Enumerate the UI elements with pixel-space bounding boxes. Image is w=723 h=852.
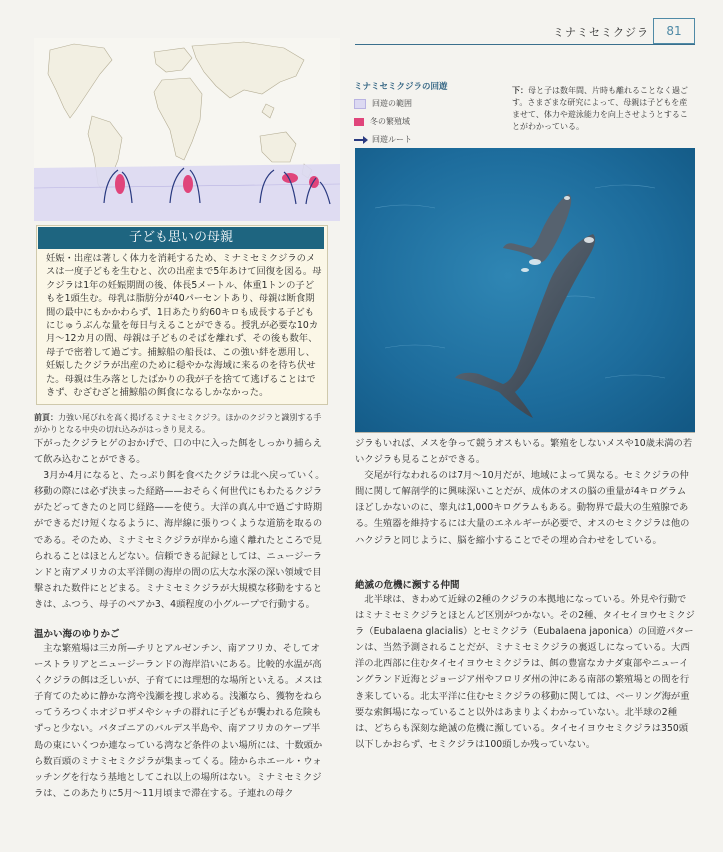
column-1-body-2: [34, 641, 326, 802]
paragraph: 北半球は、きわめて近縁の2種のクジラの本拠地になっている。外見や行動ではミナミセミクジラとほとんど区別がつかない。その2種、タイセイヨウセミクジラ（Eubalaena glacialis）とセミクジラ（Eubalaena japonica）の回遊パターンは、当然予測されることだが、ミナミセミクジラの裏返しになっている。大西洋の北西部に住むタイセイヨウセミクジラは、餌の豊富なカナダ東部やニューイングランド近海とジョージア州やフロリダ州の沖にある南部の繁殖場との間を行き来している。北太平洋に住むセミクジラの移動に関しては、ベーリング海が重要な索餌場になっていること以外はあまりよくわかっていない。北半球の2種は、どちらも深刻な絶滅の危機に瀕している。タイセイヨウセミクジラは350頭以下しかおらず、セミクジラは100頭しか残っていない。: [355, 594, 695, 750]
legend-title: ミナミセミクジラの回遊: [354, 82, 448, 92]
chapter-title: ミナミセミクジラ: [553, 26, 649, 39]
legend-item-route: [354, 134, 504, 145]
route-arrow-icon: [354, 136, 368, 144]
column-rule: [355, 432, 695, 433]
legend-label: 回遊の範囲: [372, 99, 412, 108]
column-1-body: [34, 436, 326, 613]
column-2-body: [355, 436, 695, 549]
paragraph: 交尾が行なわれるのは7月〜10月だが、地域によって異なる。セミクジラの仲間に関して解剖学的に興味深いことだが、成体のオスの脳の重量が4キログラムほどしかないのに、睾丸は1,000キログラムもある。動物界で最大の生殖腺である。生殖器を維持するには大量のエネルギーが必要で、オスのセミクジラは他のハクジラと同じように、脳を縮小することでその埋め合わせをしている。: [355, 470, 690, 546]
caption-label: 下：: [512, 86, 528, 95]
range-swatch-icon: [354, 99, 366, 109]
tail-caption: [34, 412, 326, 436]
box-title: 子ども思いの母親: [38, 227, 324, 249]
legend-item-breeding: [354, 116, 504, 127]
box-body: [46, 252, 322, 400]
migration-map: [34, 38, 340, 221]
subheading: 絶滅の危機に瀕する仲間: [355, 580, 460, 591]
paragraph: 3月か4月になると、たっぷり餌を食べたクジラは北へ戻っていく。移動の際には必ず決まった経路——おそらく何世代にもわたるクジラがたどってきたのと同じ経路——を使う。大洋の真ん中で過ごす時期ができるだけ短くなるように、海岸線に張りつくような道筋を取るのである。そのため、ミナミセミクジラが岸から遠く離れたところで見られることはほとんどない。信頼できる記録としては、ニュージーランドと南アメリカの太平洋側の海岸の間の広大な水深の深い領域で目撃された数件にとどまる。ミナミセミクジラが大規模な移動をするときは、ふつう、母子のペアか3、4頭程度の小グループで行動する。: [34, 470, 325, 610]
legend-label: 冬の繁殖域: [370, 117, 410, 126]
breeding-swatch-icon: [354, 118, 364, 126]
legend-item-range: [354, 98, 504, 109]
caption-text: 力強い尾びれを高く掲げるミナミセミクジラ。ほかのクジラと識別する手がかりとなる中央の切れ込みがはっきり見える。: [34, 413, 322, 434]
box-text: 妊娠・出産は著しく体力を消耗するため、ミナミセミクジラのメスは一度子どもを生むと、次の出産まで5年あけて回復を図る。母クジラは1年の妊娠期間の後、体長5メートル、体重1トンの子どもを1頭生む。母乳は脂肪分が40パーセントあり、母親は断食期間の最中にもかかわらず、1日あたり約60キロも成長する子どもにじゅうぶんな量を毎日与えることができる。授乳が必要な10カ月〜12カ月の間、母親は子どものそばを離れず、その後も数年、母子で密着して過ごす。捕鯨船の船長は、この強い絆を悪用し、妊娠したクジラが出産のために穏やかな海域に来るのを待ち伏せた。母親は生み落としたばかりの我が子を捨てて逃げることはできず、むざむざと捕鯨船の餌食になるしかなかった。: [46, 253, 322, 399]
paragraph: ジラもいれば、メスを争って競うオスもいる。繁殖をしないメスや10歳未満の若いクジラも見ることができる。: [355, 438, 693, 466]
whale-photo: [355, 148, 695, 432]
photo-caption: [512, 85, 692, 133]
column-2-body-2: [355, 592, 695, 753]
caption-text: 母と子は数年間、片時も離れることなく過ごす。さまざまな研究によって、母親は子どもを産ませて、体力や遊泳能力を向上させようとすることがわかっている。: [512, 86, 688, 131]
subheading: 温かい海のゆりかご: [34, 629, 120, 640]
header-rule: [355, 44, 695, 45]
caption-label: 前頁：: [34, 413, 58, 422]
paragraph: 下がったクジラヒゲのおかげで、口の中に入った餌をしっかり捕らえて飲み込むことができる。: [34, 438, 323, 466]
map-legend: [354, 80, 504, 152]
legend-label: 回遊ルート: [372, 135, 412, 144]
paragraph: 主な繁殖場は三カ所—チリとアルゼンチン、南アフリカ、そしてオーストラリアとニュージーランドの海岸沿いにある。比較的水温が高くクジラの餌は乏しいが、子育てには理想的な場所といえる。メスは子育てのために静かな湾や浅瀬を捜し求める。浅瀬なら、獲物をねらってうろつくホオジロザメやシャチの群れに子どもが襲われる危険もずっと少ない。パタゴニアのバルデス半島や、南アフリカのケープ半島の東にいくつか連なっている湾など条件のよい場所には、十数頭から数百頭のミナミセミクジラが集まってくる。陸からホエール・ウォッチングを行なう基地としてこれ以上の場所はない。ミナミセミクジラは、このあたりに5月〜11月頃まで滞在する。子連れの母ク: [34, 643, 323, 799]
page-number: 81: [653, 18, 695, 44]
